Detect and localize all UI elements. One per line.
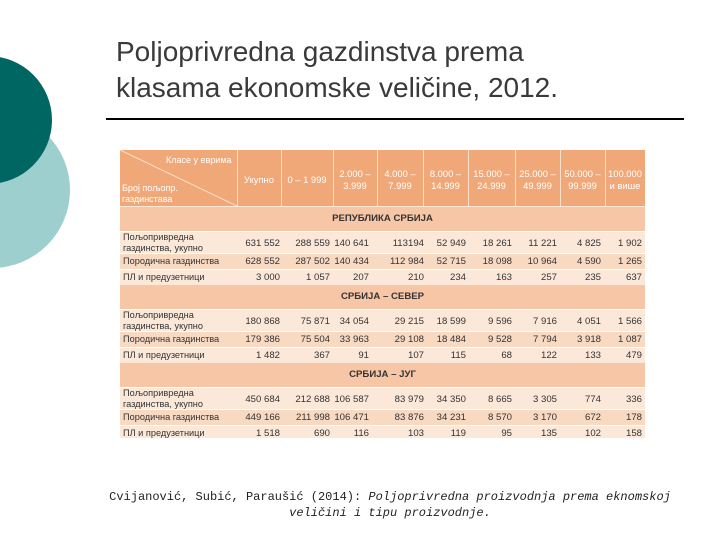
table-cell: 18 261: [482, 238, 512, 249]
column-separator: [281, 150, 282, 206]
table-cell: 1 566: [617, 316, 642, 327]
table-cell: 112 984: [390, 256, 424, 267]
table-cell: 3 000: [255, 272, 280, 283]
column-separator: [605, 150, 606, 206]
table-cell: 479: [625, 350, 642, 361]
table-cell: 207: [352, 272, 369, 283]
column-separator: [423, 150, 424, 206]
table-cell: 7 794: [532, 334, 557, 345]
column-header: Укупно: [244, 174, 274, 185]
table-cell: 29 215: [394, 316, 424, 327]
table-cell: 83 979: [394, 394, 424, 405]
table-cell: 91: [358, 350, 369, 361]
header-classes-label: Класе у еврима: [166, 155, 232, 165]
slide-title: [116, 34, 706, 106]
column-separator: [377, 150, 378, 206]
table-cell: 179 386: [245, 334, 280, 345]
table-cell: 135: [540, 428, 557, 439]
column-header: 50.000 – 99.999: [564, 168, 601, 191]
table-cell: 10 964: [527, 256, 557, 267]
table-cell: 163: [495, 272, 512, 283]
table-cell: 8 570: [487, 412, 512, 423]
table-cell: 180 868: [245, 316, 280, 327]
column-header: 0 – 1 999: [287, 174, 327, 185]
table-row: [120, 309, 645, 332]
table-cell: 140 434: [334, 256, 369, 267]
table-cell: 287 502: [295, 256, 330, 267]
column-header: 4.000 – 7.999: [384, 168, 416, 191]
table-row: [120, 331, 645, 348]
column-separator: [468, 150, 469, 206]
table-row: [120, 231, 645, 254]
table-cell: 210: [407, 272, 424, 283]
table-cell: 102: [584, 428, 601, 439]
row-label: Пољопривредна газдинства, укупно: [123, 232, 203, 253]
table-cell: 1 902: [617, 238, 642, 249]
table-cell: 119: [450, 428, 466, 439]
table-cell: 211 998: [296, 412, 330, 423]
table-cell: 106 471: [334, 412, 369, 423]
table-cell: 122: [540, 350, 557, 361]
table-cell: 234: [449, 272, 466, 283]
table-cell: 95: [501, 428, 512, 439]
table-cell: 158: [625, 428, 642, 439]
citation: [80, 489, 700, 521]
table-cell: 107: [407, 350, 424, 361]
table-cell: 106 587: [334, 394, 369, 405]
table-cell: 1 482: [255, 350, 280, 361]
table-cell: 18 599: [436, 316, 466, 327]
table-cell: 1 265: [617, 256, 642, 267]
title-line-1: Poljoprivredna gazdinstva prema: [116, 36, 524, 67]
table-cell: 116: [353, 428, 369, 439]
table-cell: 1 518: [255, 428, 280, 439]
table-cell: 34 054: [339, 316, 369, 327]
table-cell: 3 918: [576, 334, 601, 345]
table-section-header: СРБИЈА – СЕВЕР: [120, 285, 645, 309]
table-row: [120, 347, 645, 364]
row-label: Породична газдинства: [123, 412, 220, 422]
table-cell: 257: [540, 272, 557, 283]
column-header: 8.000 – 14.999: [429, 168, 462, 191]
table-row: [120, 253, 645, 270]
table-cell: 7 916: [532, 316, 557, 327]
table-row: [120, 269, 645, 286]
table-cell: 33 963: [339, 334, 369, 345]
table-row: [120, 425, 645, 442]
column-separator: [560, 150, 561, 206]
table-cell: 178: [625, 412, 642, 423]
table-cell: 52 715: [436, 256, 466, 267]
table-cell: 34 231: [436, 412, 466, 423]
column-separator: [237, 150, 238, 206]
table-cell: 18 098: [482, 256, 512, 267]
data-table: [120, 150, 645, 438]
title-line-2: klasama ekonomske veličine, 2012.: [116, 72, 559, 103]
row-label: Породична газдинства: [123, 256, 220, 266]
table-cell: 34 350: [436, 394, 466, 405]
row-label: Породична газдинства: [123, 334, 220, 344]
row-label: ПЛ и предузетници: [123, 350, 205, 360]
table-cell: 672: [584, 412, 601, 423]
table-cell: 4 590: [576, 256, 601, 267]
table-cell: 4 051: [576, 316, 601, 327]
row-label: ПЛ и предузетници: [123, 428, 205, 438]
table-cell: 1 057: [305, 272, 330, 283]
citation-authors: Cvijanović, Subić, Paraušić (2014):: [109, 490, 369, 504]
table-cell: 83 876: [394, 412, 424, 423]
table-cell: 9 528: [487, 334, 512, 345]
table-cell: 140 641: [334, 238, 369, 249]
table-header: [120, 150, 645, 206]
table-cell: 628 552: [245, 256, 280, 267]
column-separator: [333, 150, 334, 206]
table-cell: 52 949: [436, 238, 466, 249]
table-cell: 68: [501, 350, 512, 361]
column-header: 25.000 – 49.999: [519, 168, 556, 191]
table-cell: 75 504: [300, 334, 330, 345]
citation-work: Poljoprivredna proizvodnja prema eknomskoj veličini i tipu proizvodnje.: [289, 490, 671, 520]
table-cell: 288 559: [295, 238, 330, 249]
table-cell: 450 684: [245, 394, 280, 405]
row-label: Пољопривредна газдинства, укупно: [123, 388, 203, 409]
table-cell: 115: [450, 350, 466, 361]
header-count-label: Број пољопр. газдинстава: [122, 183, 178, 204]
table-cell: 103: [407, 428, 424, 439]
table-cell: 29 108: [394, 334, 424, 345]
column-header: 15.000 – 24.999: [473, 168, 510, 191]
table-cell: 4 825: [576, 238, 601, 249]
table-cell: 9 596: [487, 316, 512, 327]
column-separator: [515, 150, 516, 206]
column-header: 2.000 – 3.999: [339, 168, 371, 191]
table-cell: 3 170: [532, 412, 557, 423]
table-cell: 11 221: [528, 238, 557, 249]
table-cell: 8 665: [487, 394, 512, 405]
table-cell: 133: [584, 350, 601, 361]
table-cell: 336: [625, 394, 642, 405]
table-cell: 212 688: [295, 394, 330, 405]
table-cell: 449 166: [245, 412, 280, 423]
table-cell: 637: [625, 272, 642, 283]
title-divider: [106, 118, 684, 120]
decorative-circles: [0, 0, 90, 300]
table-cell: 235: [584, 272, 601, 283]
table-cell: 3 305: [532, 394, 557, 405]
table-section-header: СРБИЈА – ЈУГ: [120, 363, 645, 387]
table-cell: 113194: [392, 238, 424, 249]
table-row: [120, 409, 645, 426]
table-cell: 631 552: [245, 238, 280, 249]
table-cell: 1 087: [617, 334, 642, 345]
table-section-header: РЕПУБЛИКА СРБИЈА: [120, 207, 645, 231]
row-label: ПЛ и предузетници: [123, 272, 205, 282]
table-cell: 18 484: [436, 334, 466, 345]
table-cell: 774: [584, 394, 601, 405]
table-cell: 75 871: [300, 316, 330, 327]
column-header: 100.000 и више: [608, 168, 642, 191]
row-label: Пољопривредна газдинства, укупно: [123, 310, 203, 331]
table-cell: 690: [313, 428, 330, 439]
table-row: [120, 387, 645, 410]
table-cell: 367: [313, 350, 330, 361]
